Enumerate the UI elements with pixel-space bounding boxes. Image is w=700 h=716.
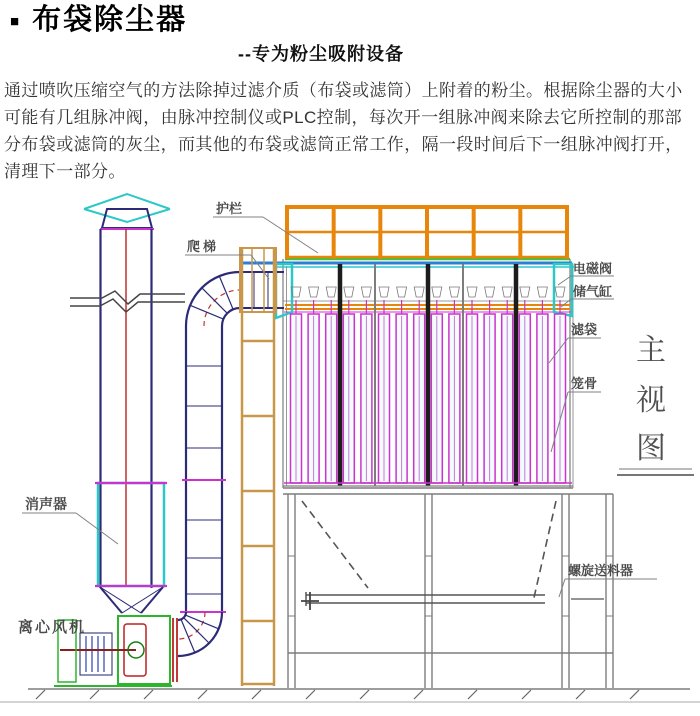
label-ladder: 爬梯 [187, 238, 220, 254]
pulse-valve-icon [379, 287, 389, 297]
valve-base [345, 297, 353, 300]
valve-base [415, 297, 423, 300]
pulse-valve-icon [345, 284, 353, 287]
label-screw-feeder: 螺旋送料器 [568, 562, 634, 578]
pulse-valve-icon [506, 280, 509, 285]
ladder [240, 248, 276, 686]
pulse-valve-icon [432, 287, 442, 297]
conveyor-gearbox [544, 594, 554, 607]
pulse-valve-icon [400, 280, 403, 285]
ground-tick [630, 690, 639, 699]
ground-tick [198, 690, 207, 699]
ground-tick [90, 690, 99, 699]
ground-tick [36, 690, 45, 699]
valve-base [521, 297, 529, 300]
pulse-valve-icon [538, 284, 546, 287]
valve-base [486, 297, 494, 300]
view-title-char-3: 图 [636, 430, 666, 466]
square-bullet-icon: ■ [10, 13, 20, 30]
ground-tick [144, 690, 153, 699]
pulse-valve-icon [485, 287, 495, 297]
pulse-valve-icon [398, 284, 406, 287]
pulse-valve-icon [380, 284, 388, 287]
valve-base [380, 297, 388, 300]
support-structure [283, 488, 613, 688]
pulse-valve-icon [312, 280, 315, 285]
ground-tick [360, 690, 369, 699]
title-row [10, 5, 700, 37]
pulse-valve-icon [309, 287, 319, 297]
pulse-valve-icon [453, 280, 456, 285]
header [0, 0, 700, 66]
ladder-rungs [242, 341, 274, 684]
valve-base [538, 297, 546, 300]
pulse-valve-icon [435, 280, 438, 285]
intro-paragraph: 通过喷吹压缩空气的方法除掉过滤介质（布袋或滤筒）上附着的粉尘。根据除尘器的大小可能有几组脉冲阀，由脉冲控制仪或PLC控制，每次开一组脉冲阀来除去它所控制的那部分布袋或滤筒的灰尘，而其他的布袋或滤筒正常工作，隔一段时间后下一组脉冲阀打开，清理下一部分。 [4, 80, 683, 182]
muffler-cone [100, 587, 163, 613]
view-title-char-2: 视 [636, 382, 666, 418]
valve-base [362, 297, 370, 300]
elbow-rib [185, 615, 218, 629]
muffler-body [98, 483, 164, 586]
label-filter-bag: 滤袋 [571, 321, 598, 337]
rain-cap-icon [84, 194, 170, 209]
pulse-valve-icon [467, 287, 477, 297]
elbow-rib [181, 619, 195, 652]
label-solenoid-valve: 电磁阀 [573, 260, 613, 276]
pulse-valve-icon [450, 284, 458, 287]
elbow-rib [219, 276, 233, 309]
hopper-right-edge [533, 501, 556, 602]
exhaust-stack [70, 194, 185, 613]
label-air-tank: 储气缸 [573, 283, 613, 299]
view-title [617, 333, 694, 475]
valve-base [327, 297, 335, 300]
pulse-valve-icon [365, 280, 368, 285]
fan-motor [80, 633, 112, 675]
pulse-valve-icon [541, 280, 544, 285]
guardrail [285, 205, 569, 259]
valve-base [503, 297, 511, 300]
pulse-valve-icon [468, 284, 476, 287]
elbow-rib [184, 617, 209, 642]
ground-tick [468, 690, 477, 699]
pulse-valve-icon [520, 287, 530, 297]
valve-base [468, 297, 476, 300]
page-subtitle: --专为粉尘吸附设备 [238, 43, 404, 64]
valve-base [556, 297, 564, 300]
label-fan: 离心风机 [18, 618, 87, 636]
pulse-valve-icon [397, 287, 407, 297]
pulse-valve-icon [556, 284, 564, 287]
outlet-duct [178, 272, 284, 656]
ground-line [0, 689, 700, 712]
pulse-valve-icon [310, 284, 318, 287]
pulse-valve-icon [330, 280, 333, 285]
label-cage: 笼骨 [571, 375, 598, 391]
pulse-valve-icon [433, 284, 441, 287]
pulse-valve-icon [361, 287, 371, 297]
pulse-valve-icon [418, 280, 421, 285]
ground-tick [414, 690, 423, 699]
valve-base [398, 297, 406, 300]
ground-tick [306, 690, 315, 699]
elbow-rib [202, 287, 227, 312]
view-title-char-1: 主 [636, 332, 666, 368]
pulse-valve-icon [488, 280, 491, 285]
pulse-valve-icon [414, 287, 424, 297]
label-muffler: 消声器 [25, 495, 67, 512]
valve-base [310, 297, 318, 300]
pulse-valve-icon [502, 287, 512, 297]
pulse-valve-icon [503, 284, 511, 287]
elbow-ribs [181, 276, 233, 653]
pulse-valve-icon [555, 287, 565, 297]
ground-tick [522, 690, 531, 699]
technical-diagram [0, 186, 700, 712]
screw-conveyor [301, 591, 604, 610]
ground-hatch-ticks [36, 690, 639, 699]
pulse-valve-icon [326, 287, 336, 297]
label-guardrail: 护栏 [216, 200, 243, 216]
ladder-platform [240, 248, 276, 312]
pulse-valve-icon [362, 284, 370, 287]
pulse-valve-icon [537, 287, 547, 297]
support-legs [288, 494, 613, 688]
bottom-strip [0, 702, 700, 712]
pulse-valve-icon [471, 280, 474, 285]
pulse-valve-icon [521, 284, 529, 287]
pulse-valve-icon [344, 287, 354, 297]
ground-tick [576, 690, 585, 699]
pulse-valve-icon [449, 287, 459, 297]
page-title: 布袋除尘器 [32, 4, 188, 36]
pulse-valve-icon [523, 280, 526, 285]
baghouse [242, 259, 574, 488]
pulse-valve-icon [383, 280, 386, 285]
pulse-valve-icon [295, 280, 298, 285]
elbow-rib [190, 305, 223, 319]
pulse-valve-icon [486, 284, 494, 287]
ground-tick [252, 690, 261, 699]
hopper-left-edge [302, 501, 368, 588]
pulse-valve-icon [415, 284, 423, 287]
valve-base [433, 297, 441, 300]
valve-base [450, 297, 458, 300]
pulse-valve-icon [327, 284, 335, 287]
pulse-valve-icon [347, 280, 350, 285]
